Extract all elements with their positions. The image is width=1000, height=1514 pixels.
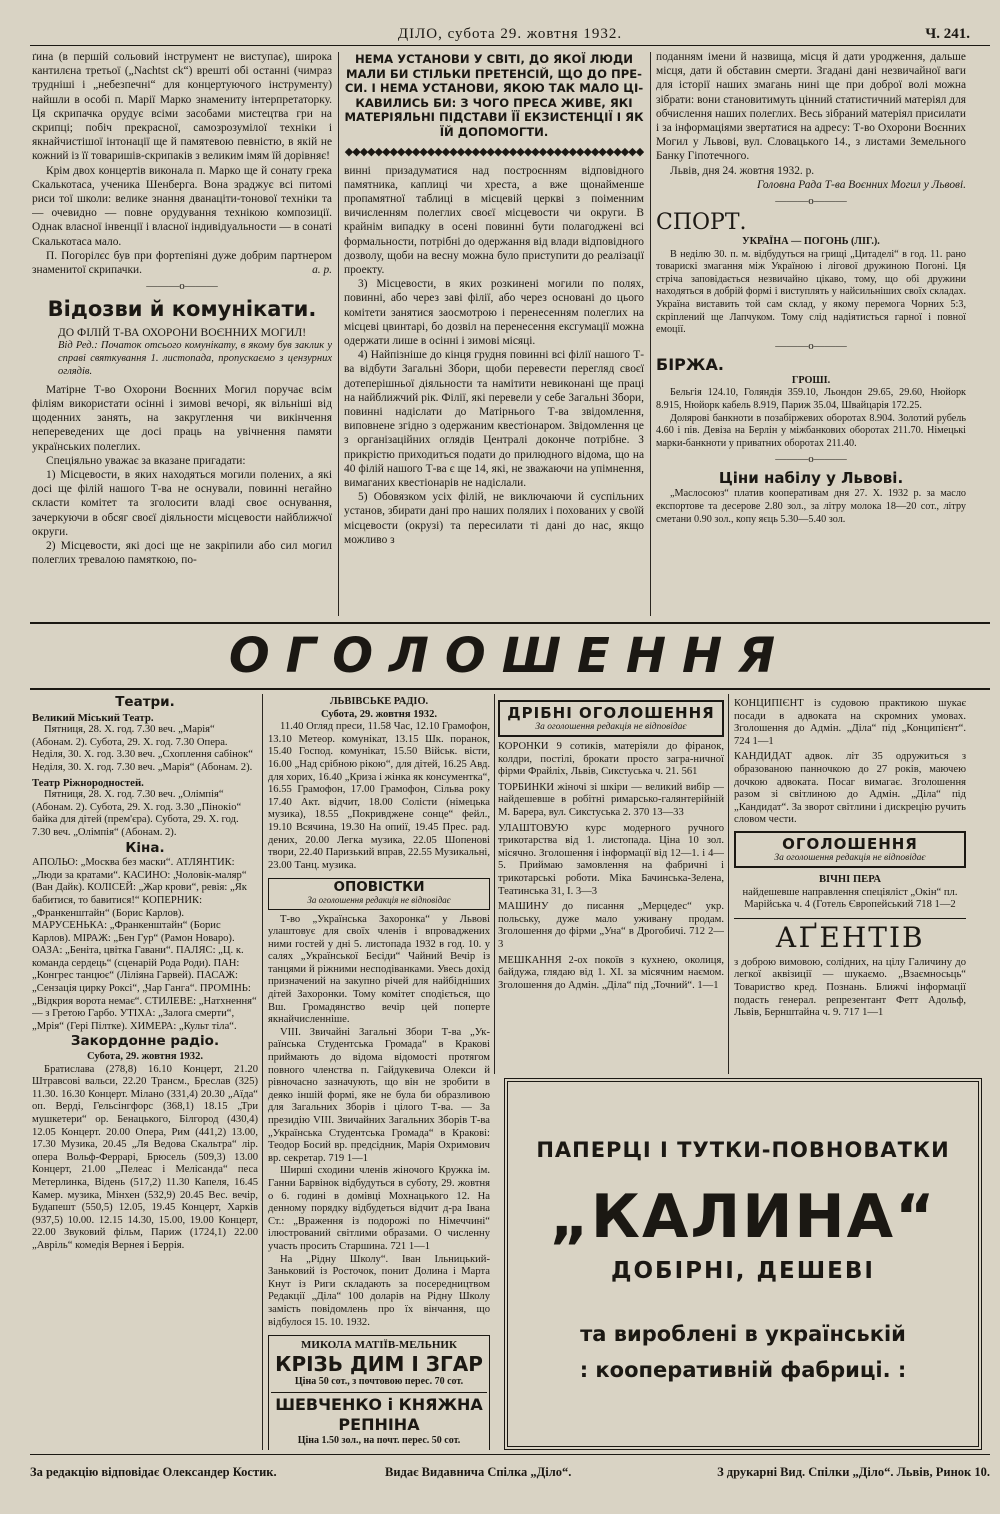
ornament-divider: ◆◆◆◆◆◆◆◆◆◆◆◆◆◆◆◆◆◆◆◆◆◆◆◆◆◆◆◆◆◆◆◆◆◆◆◆◆◆◆◆ (344, 145, 644, 158)
book-ad-box (268, 1335, 490, 1450)
column-3 (656, 50, 966, 616)
subheading: ДО ФІЛІЙ Т-ВА ОХОРОНИ ВОЄННИХ МОГИЛ! (57, 326, 307, 340)
kalina-advertisement (504, 1078, 982, 1450)
small-ads-heading: ДРІБНІ ОГОЛОШЕННЯ (507, 704, 715, 722)
cinema-heading: Кіна. (125, 839, 165, 856)
paragraph: П. Погорілєс був при фортепіяні дуже добрим партнером знаменитої скрипачки. (32, 249, 332, 277)
theatres-heading: Театри. (115, 694, 175, 710)
ann-column-theatres (32, 694, 258, 1450)
kalina-brand: „КАЛИНА“ (549, 1182, 937, 1252)
pens-heading: ВІЧНІ ПЕРА (818, 873, 882, 885)
ads-disclaimer: За оголошення редакція не відповідає (774, 852, 926, 863)
classified-ad: МАШИНУ до писання „Мерцедес“ укр. польську, дуже мало уживану продам. Зголошення до фірми „Уна“ в Дрогобичі. 712 2—3 (498, 901, 724, 950)
column-rule (338, 52, 339, 616)
agents-ad: з доброю вимовою, солідних, на цілу Галичину до легкої аквізиції — шукаємо. „Взаємносьць“ Товариство кред. Познань. Ближчі інформації подасть генерал. репрезентант Фетт Адольф, Львів, Бернштайна ч. 9. 717 1—1 (734, 956, 966, 1019)
sport-subheading: УКРАЇНА — ПОГОНЬ (ЛІГ.). (742, 236, 880, 248)
publisher: Видає Видавнича Спілка „Діло“. (385, 1465, 572, 1479)
paragraph: 4) Найпізніше до кінця грудня повинні всі філії нашого Т-ва відбути Загальні Збори, щоби перевести перегляд своєї дотеперішньої діяльности та намітити невиконані ще праці на найближчий рік. Філії, які перевели у себе Загальні Збори, повинні надіслати до Матірнього Т-ва звідомлення, виповнене згідно з одержаним квестіонаром. Звідомлення це з організаційних оглядів Централі доконче потрібне. З прикрістю приходиться подати до прилюдного відома, що на 40 філій нашого Т-ва є ще 14, які, не зважаючи на упімнення, вимаганих квестіонарів не надіслали. (344, 349, 644, 490)
editor-responsible: За редакцію відповідає Олександер Костик. (30, 1465, 277, 1479)
kalina-line-1: ПАПЕРЦІ І ТУТКИ-ПОВНОВАТКИ (536, 1138, 950, 1162)
classified-ad: КОРОНКИ 9 сотиків, матеріяли до фіранок, колдри, постілі, брокати просто загра-ничної фірми Фрайліх, Львів, Сикстуська ч. 21. 561 (498, 741, 724, 778)
notice: VIII. Звичайні Загальні Збори Т-ва „Українська Студентська Громада“ в Кракові приймають до відома відомості протягом повного членства п. Гайдукевича Олекси й рівночасно зазначують, що він не зробити в деяко іншій формі, яке не була би образливою для Загальних Зборів і цілого Т-ва. — За президію VIII. Звичайних Загальних Зборів Т-ва „Українська Студентська Громада“ в Кракові: Теодор Босий вр. предсідник, Марія Охримович вр. секретар. 719 1—1 (268, 1026, 490, 1164)
paragraph: 5) Обовязком усіх філій, не виключаючи й суспільних установ, збирати дані про наших полялих і похованих у своїй місцевости (окрузі) та пересилати ті дані до нас, якщо можливо з (344, 491, 644, 546)
small-ads-header (498, 700, 724, 737)
section-heading: Відозви й комунікати. (47, 297, 317, 322)
masthead-title: ДІЛО, субота 29. жовтня 1932. (397, 26, 623, 42)
radio-date: Субота, 29. жовтня 1932. (86, 1051, 204, 1063)
paragraph: винні призадуматися над построєнням відповідного памятника, каплиці чи хреста, а вже щонайменше пропамятної таблиці в місцевій церкві з поіменним вичисленням полеглих своєї місцевости чи округи. В крайнім випадку в осені повинні бути полагоджені всі формальности, потрібні до одержання від влади відповідного дозволу, щоби на весну можна було приступити до реалізації проекту. (344, 164, 644, 276)
column-rule (262, 694, 263, 1450)
ann-column-radio (268, 694, 490, 1450)
book-title: КРІЗЬ ДИМ І ЗГАР (275, 1351, 483, 1376)
page-number: Ч. 241. (925, 26, 970, 42)
editor-note: Від Ред.: Початок отсього комунікату, в якому був заклик у справі святкування 1. листопада, пропускаємо з цензурних оглядів. (58, 340, 332, 378)
imprint-footer (30, 1454, 990, 1484)
paragraph: Крім двох концертів виконала п. Марко ще й сонату грека Скалькотаса, ученика Шенберга. Вона зраджує всі питомі риси тої школи: велике знання дванаціти-тонової техніки та — очевидно — повне opудування технікою композиції. Однак власної інвенції і власної індивідуальности — в сонаті Скалькотаса мало. (32, 164, 332, 248)
pens-ad: найдешевше направлення спеціяліст „Окін“ пл. Марійська ч. 4 (Готель Європейський 718 1—2 (742, 886, 958, 911)
paragraph: 1) Місцевости, в яких находяться могили полених, а які досі ще філій нашого Т-ва не оснували, повинні негайно скласти комітет та зголосити владі своє оснування, зачеркуючи в обсяг своєї діяльности місцевости найближчої округи. (32, 469, 332, 538)
dateline: Львів, дня 24. жовтня 1932. р. (670, 164, 815, 177)
column-rule (494, 694, 495, 1074)
book-price: Ціна 1.50 зол., на почт. перес. 50 сот. (297, 1435, 461, 1447)
theatre-schedule: Пятниця, 28. X. год. 7.30 веч. „Олімпія“ (Абонам. 2). Субота, 29. X. год. 3.30 „Пінокіо“ байка для дітей (прем'єра). Субота, 29. X. год. 7.30 веч. „Олімпія“ (Абонам. 2). (32, 789, 242, 838)
column-rule (650, 52, 651, 616)
masthead (30, 24, 990, 46)
book-price: Ціна 50 сот., з почтовою перес. 70 сот. (294, 1375, 464, 1387)
paragraph: Бельгія 124.10, Голяндія 359.10, Льондон 29.65, 29.60, Нюйорк 8.915, Нюйорк кабель 8.919, Париж 35.04, Швайцарія 172.25. (656, 387, 966, 411)
classified-ad: УЛАШТОВУЮ курс модерного ручного трикотарства від 1. листопада. Ціна 10 зол. місячно. Зголошення і інформації від 12—1. і 4—5. Приймаю замовлення на фабричні і трикотарські роботи. Міка Бачинська-Зелена, Театинська 31, І. 3—3 (498, 822, 724, 897)
theatre-name: Великий Міський Театр. (32, 711, 154, 724)
printer: З друкарні Вид. Спілки „Діло“. Львів, Ринок 10. (717, 1465, 990, 1479)
small-ads-disclaimer: За оголошення редакція не відповідає (535, 722, 687, 732)
signature: Головна Рада Т-ва Воєнних Могил у Львові. (756, 178, 966, 191)
notices-header-box (268, 878, 490, 909)
paragraph: поданням імени й назвища, місця й дати уродження, дальше місця, дати й обставин смерти. Згадані дані незвичайної ваги для історії наших змагань нині ще при доброї волі можна зібрати: вони становитимуть цінний статистичний матеріял для обчислення наших полеглих. Весь зібраний матеріял присилати і за інформаціями звертатися на адресу: Т-во Охорони Воєнних Могил у Львові, вул. Словацького 14., з листами Земельного Банку Гіпотечного. (656, 51, 966, 163)
column-rule (728, 694, 729, 1074)
classified-ad: КОНЦИПІЄНТ із судовою практикою шукає посади в адвоката на скромних умовах. Зголошення до Адмін. „Діла“ під „Конципієнт“. 724 1—1 (734, 698, 966, 747)
paragraph: ґина (в першій сольовий інструмент не виступає), широка кантилєна третьої („Nachtst ck“) врешті обі останні (чимраз трудніші і „небезпечні“ для концертуючого інструменту) найшли в особі п. Марії Марко знаменитy інтерпретаторку. Ця скрипачка орудує всіми засобами мистецтва гри на скрипці; побіч прекрасної, самозрозумілої техніки і якнайчистішої інтонації ще й памятевою певністю, в якій не кожний із її товаришів-скрипаків з великим імям їй дорівняє! (32, 51, 332, 163)
notices-disclaimer: За оголошення редакція не відповідає (307, 894, 451, 905)
column-1 (32, 50, 332, 616)
classified-ad: КАНДИДАТ адвок. літ 35 одружиться з образованою панночкою до 27 років, маючею дочкою адвоката. Посаг вимагає. Зголошення разом зі світлиною до Адмін. „Діла“ під „Кандидат“. За зворот світлини і дискрецію ручить словом чести. (734, 751, 966, 826)
paragraph: Долярові банкноти в позабіржевих оборотах 8.904. Золотий рубель 4.60 і пів. Девіза на Берлін у міжбанкових оборотах 211.70. Німецькі марки-банкноти у приватних оборотах 211.40. (656, 412, 966, 449)
ads-header (734, 831, 966, 868)
notice: Т-во „Українська Захоронка“ у Львові улаштовує для своїх членів і впроваджених ними гостей у дні 5. листопада 1932 в год. 10. у салях „Української Бесіди“ Чайний Вечір із танцями й ріжними несподіванками. Увесь дохід призначений на закупно річей для найбідніших дітей Захоронки. Тому комітет сподіється, що Вш. Громадянство вечір цей поперте якнайчисленніше. (268, 913, 490, 1026)
notice: Ширші сходини членів жіночого Кружка ім. Ганни Барвінок відбудуться в суботу, 29. жовтня о 6. годині в домівці Мохнацького 12. На денному порядку відбудеться відчит д-ра Івана Ст.: „Враження із подорожі по Німеччині“ ілюстрований світлими образами. О численну участь просить Старшина. 721 1—1 (268, 1165, 490, 1252)
kalina-line-3: ДОБІРНІ, ДЕШЕВІ (611, 1258, 875, 1284)
exchange-heading: БІРЖА. (656, 354, 724, 374)
paragraph: В неділю 30. п. м. відбудуться на грищі „Цитаделі“ в год. 11. рано товарискі змагання між Україною і лігової дружиною Погоні. Ця стріча заповідається незвичайно цікаво, тому, що обі дружини находяться в добрій формі і виступлять у найсильніших своїх складах. Україна виставить той сам склад, у якому перемога Чорних 5:3, скріплений ще Лапчуком. Тому слід надіятисться гарної і повної емоції. (656, 248, 966, 336)
author-initials: а. р. (312, 264, 332, 277)
notice: На „Рідну Школу“. Іван Ільницький-Заньковий із Росточок, понит Долина і Марта Кнут із Риги складають за посередництвом Редакції „Діла“ 100 доларів на Рідну Школу замість повідомлень про їх вінчання, що відбулося 15. 10. 1932. (268, 1253, 490, 1328)
press-appeal-box: НЕМА УСТАНОВИ У СВІТІ, ДО ЯКОЇ ЛЮДИ МАЛИ БИ СТІЛЬКИ ПРЕТЕНСІЙ, ЩО ДО ПРЕСИ. І НЕМА УСТАНОВИ, ЯКОЮ ТАК МАЛО ЦІКАВИЛИСЬ БИ: З ЧОГО ПРЕСА ЖИВЕ, ЯКІ МАТЕРІЯЛЬНІ ПІДСТАВИ ЇЇ ЕКЗИСТЕНЦІЇ І ЯК ЇЙ ДОПОМОГТИ. (344, 52, 644, 139)
sport-heading: СПОРТ. (656, 210, 747, 236)
divider: ———o——— (775, 195, 847, 208)
paragraph: Матірне Т-во Охорони Воєнних Могил поручає всім філіям використати осінні і зимові вечорі, як вільніші від щоденних занять, на закруглення чи викінчення непереведених ще досі праць на увічнення памяти українських полеглих. (32, 383, 332, 453)
classified-ad: МЕШКАННЯ 2-ох покоїв з кухнею, околиця, байдужа, глядаю від 1. XI. за місячним наємом. Зголошення до Адмін. „Діла“ під „Точний“. 1—1 (498, 954, 724, 991)
book-title: ШЕВЧЕНКО і КНЯЖНА РЕПНІНА (271, 1392, 487, 1435)
radio-date: Субота, 29. жовтня 1932. (320, 708, 438, 720)
foreign-radio-heading: Закордонне радіо. (70, 1033, 220, 1050)
notices-heading: ОПОВІСТКИ (333, 879, 425, 896)
theatre-schedule: Пятниця, 28. X. год. 7.30 веч. „Марія“ (Абонам. 2). Субота, 29. X. год. 7.30 Опера. Неділя, 30. X. год. 3.30 веч. „Схоплення сабінок“ Неділя, 30. X. год. 7.30 веч. „Марія“ (Абонам. 2). (32, 724, 253, 773)
divider: ———o——— (775, 339, 847, 352)
ann-column-small-ads (498, 700, 724, 1074)
paragraph: 3) Місцевости, в яких розкинені могили по полях, повинні, або через заві філії, або через основані до цього комітети занятися заосмотрою і перенесенням полеглих на місцеві цвинтарі, бо дозвіл на перенесення ексгумації можна одержати лише в осінні і зимові місяці. (344, 278, 644, 347)
paragraph: „Маслосоюз“ платив кооперативам дня 27. X. 1932 р. за масло експортове та десерове 2.80 зол., за літру молока 18—20 сот., літру сметани 0.90 зол., копу яєць 5.30—5.40 зол. (656, 488, 966, 525)
divider: ———o——— (146, 280, 218, 293)
exchange-subheading: ГРОШІ. (791, 374, 831, 386)
lviv-radio-heading: ЛЬВІВСЬКЕ РАДІО. (329, 696, 429, 707)
prices-heading: Ціни набілу у Львові. (718, 469, 904, 488)
kalina-line-5: : кооперативній фабриці. : (579, 1358, 907, 1382)
agents-heading: АҐЕНТІВ (734, 918, 966, 957)
paragraph: Спеціяльно уважає за вказане пригадати: (46, 454, 246, 467)
classified-ad: ТОРБИНКИ жіночі зі шкіри — великий вибір — найдешевше в робітні римарсько-галянтерійній М. Барера, вул. Сикстуська 2. 370 13—33 (498, 781, 724, 818)
theatre-name: Театр Ріжнородностей. (32, 776, 144, 789)
ads-heading: ОГОЛОШЕННЯ (782, 834, 918, 853)
divider: ———o——— (775, 453, 847, 466)
banner-title: ОГОЛОШЕННЯ (228, 628, 792, 684)
paragraph: 2) Місцевости, які досі ще не закріпили або сил могил полеглих тревалою памяткою, по- (32, 540, 332, 567)
lviv-radio-listing: 11.40 Огляд преси, 11.58 Час, 12.10 Грамофон, 13.10 Метеор. комунікат, 13.15 Шк. поранок, 15.40 Господ. комунікат, 15.50 Військ. вісти, 16.00 „Над срібною рікою“, для дітей, 16.25 Авд. для хорих, 16.40 „Криза і жінка як консументка“, 16.55 Грамофон, 17.00 Грамофон, Сільва року 17.40 Акт. відчит, 18.00 Солісти (німецька музика), 18.55 „Покривдженe сонце“ фейл., 19.10 Всячина, 19.30 На опиії, 19.45 Прес. рад. дених, 20.00 Легка музика, 22.05 Шопенові твори, 22.40 Паризький вправ, 22.55 Музикальні, 23.00 Танц. музика. (268, 721, 490, 871)
cinema-listings: АПОЛЬО: „Москва без маски“. АТЛЯНТИК: „Люди за кратами“. КАСИНО: „Чоловік-маляр“ (Ван Дайк). КОЛІСЕЙ: „Жар крови“, ревія: „Як бабитися, то бавитися!“ КОПЕРНИК: „Франкенштайн“ (Борис Карлов). МАРУСЕНЬКА: „Франкенштайн“ (Борис Карлов). МІРАЖ: „Бен Гур“ (Рамон Новаро). ОАЗА: „Беніта, цвітка Гавани“. ПАЛЯС: „Ц. к. команда сердець“ (сценарій Рода Роди). ПАН: „Конгрес танцює“ (Ліліяна Гарвей). ПАСАЖ: „Сензація цирку Роксі“, „Чар Ганга“. ПРОМІНЬ: „Відкрия ворота немає“. СТИЛЕВЕ: „Натхнення“ — з Гретою Гарбо. УТІХА: „Залога смерти“, „Мрія“ (Гері Пілтке). ХИМЕРА: „Культ тіла“. (32, 857, 257, 1032)
kalina-line-4: та вироблені в українській (580, 1322, 906, 1346)
announcements-banner (30, 622, 990, 690)
ann-column-ads (734, 698, 966, 1074)
book-author: МИКОЛА МАТІЇВ-МЕЛЬНИК (301, 1339, 457, 1352)
column-2 (344, 50, 644, 616)
foreign-radio-listing: Братислава (278,8) 16.10 Концерт, 21.20 Штравсові вальси, 22.20 Трансм., Бреслав (325) 11.30. 16.30 Концерт. Мілано (331,4) 20.30 „Аїда“ оп. Верді, Гельсінгфорс (368,1) 18.15 „Три мушкетери“ ор. Бенацького, Білгород (430,4) 12.05 Концерт. 20.00 Опера, Рим (441,2) 13.00, 17.30 Музика, 20.45 „Ля Ведова Скальтра“ лір. опера Вольф-Феррарі, Брюсель (509,3) 13.00 Концерт, 21.00 „Пелеас і Мелісанда“ песа Метерлинка, Відень (517,2) 11.30 Капеля, 16.45 Камер. музика, Мінхен (532,9) 20.45 Вес. вечір, Будапешт (550,5) 12.05, 19.45 Концерт, Харків (937,5) 10.00. 12.15 14.30, 15.00, 19.00 Концерт, 22.00 Звуковий фільм, Париж (1724,1) 22.00 „Авріль“ комедія Вернея і Беррія. (32, 1063, 258, 1251)
